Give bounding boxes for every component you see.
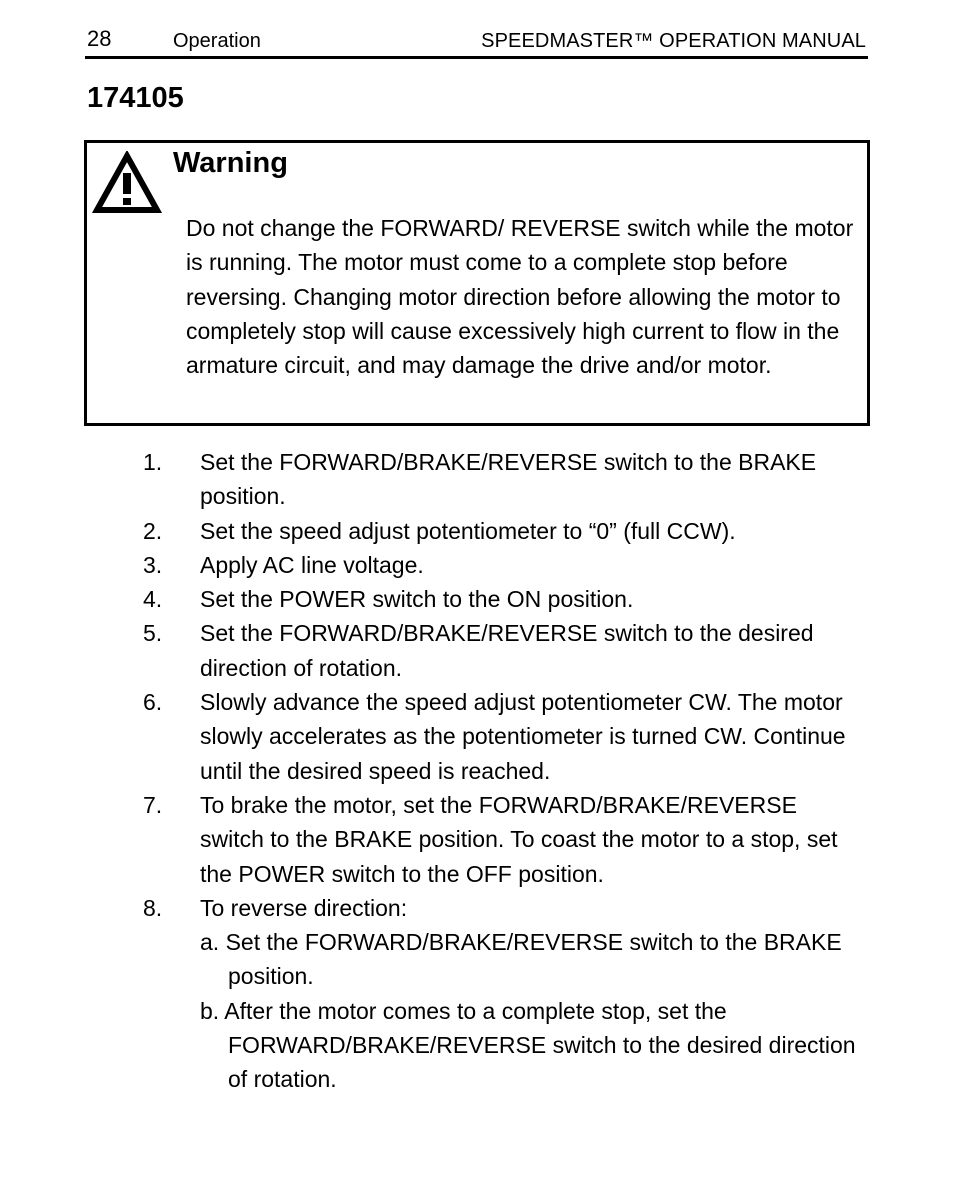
section-name: Operation bbox=[173, 30, 261, 52]
step-number: 2. bbox=[143, 517, 163, 544]
step-item bbox=[0, 582, 954, 616]
step-number: 1. bbox=[143, 449, 163, 475]
substep-list bbox=[0, 925, 954, 1096]
step-text: Apply AC line voltage. bbox=[200, 551, 424, 578]
step-item bbox=[0, 445, 954, 514]
step-number: 3. bbox=[143, 551, 163, 578]
document-number: 174105 bbox=[87, 82, 184, 114]
step-text: Set the FORWARD/BRAKE/REVERSE switch to the desired direction of rotation. bbox=[200, 620, 814, 681]
step-text: To brake the motor, set the FORWARD/BRAKE/REVERSE switch to the BRAKE position. To coast the motor to a stop, set the POWER switch to the OFF position. bbox=[200, 791, 838, 887]
step-number: 8. bbox=[143, 894, 163, 921]
step-text: To reverse direction: bbox=[200, 894, 408, 921]
step-number: 4. bbox=[143, 586, 163, 613]
procedure-steps bbox=[0, 445, 954, 1097]
step-text: Slowly advance the speed adjust potentiometer CW. The motor slowly accelerates as the potentiometer is turned CW. Continue until the desired speed is reached. bbox=[200, 689, 846, 784]
page-header bbox=[85, 22, 868, 59]
substep-item: a. Set the FORWARD/BRAKE/REVERSE switch to the BRAKE position. bbox=[200, 929, 842, 990]
step-text: Set the speed adjust potentiometer to “0” (full CCW). bbox=[200, 517, 736, 544]
step-text: Set the POWER switch to the ON position. bbox=[200, 586, 634, 613]
step-item bbox=[0, 616, 954, 685]
page-number: 28 bbox=[87, 26, 112, 51]
step-text: Set the FORWARD/BRAKE/REVERSE switch to the BRAKE position. bbox=[200, 449, 817, 510]
substep-item: b. After the motor comes to a complete stop, set the FORWARD/BRAKE/REVERSE switch to the desired direction of rotation. bbox=[200, 997, 856, 1093]
step-number: 6. bbox=[143, 689, 163, 716]
step-item bbox=[0, 514, 954, 548]
step-item bbox=[0, 788, 954, 891]
manual-title: SPEEDMASTER™ OPERATION MANUAL bbox=[481, 30, 866, 52]
warning-text: Do not change the FORWARD/ REVERSE switch while the motor is running. The motor must come to a complete stop before reversing. Changing motor direction before allowing the motor to completely stop will cause excessively high current to flow in the armature circuit, and may damage the drive and/or motor. bbox=[186, 215, 854, 379]
step-item bbox=[0, 891, 954, 1097]
warning-title: Warning bbox=[173, 147, 288, 179]
warning-box bbox=[84, 140, 870, 426]
step-item bbox=[0, 685, 954, 788]
warning-triangle-icon bbox=[92, 151, 162, 215]
step-number: 5. bbox=[143, 620, 163, 647]
step-item bbox=[0, 548, 954, 582]
step-number: 7. bbox=[143, 791, 163, 818]
